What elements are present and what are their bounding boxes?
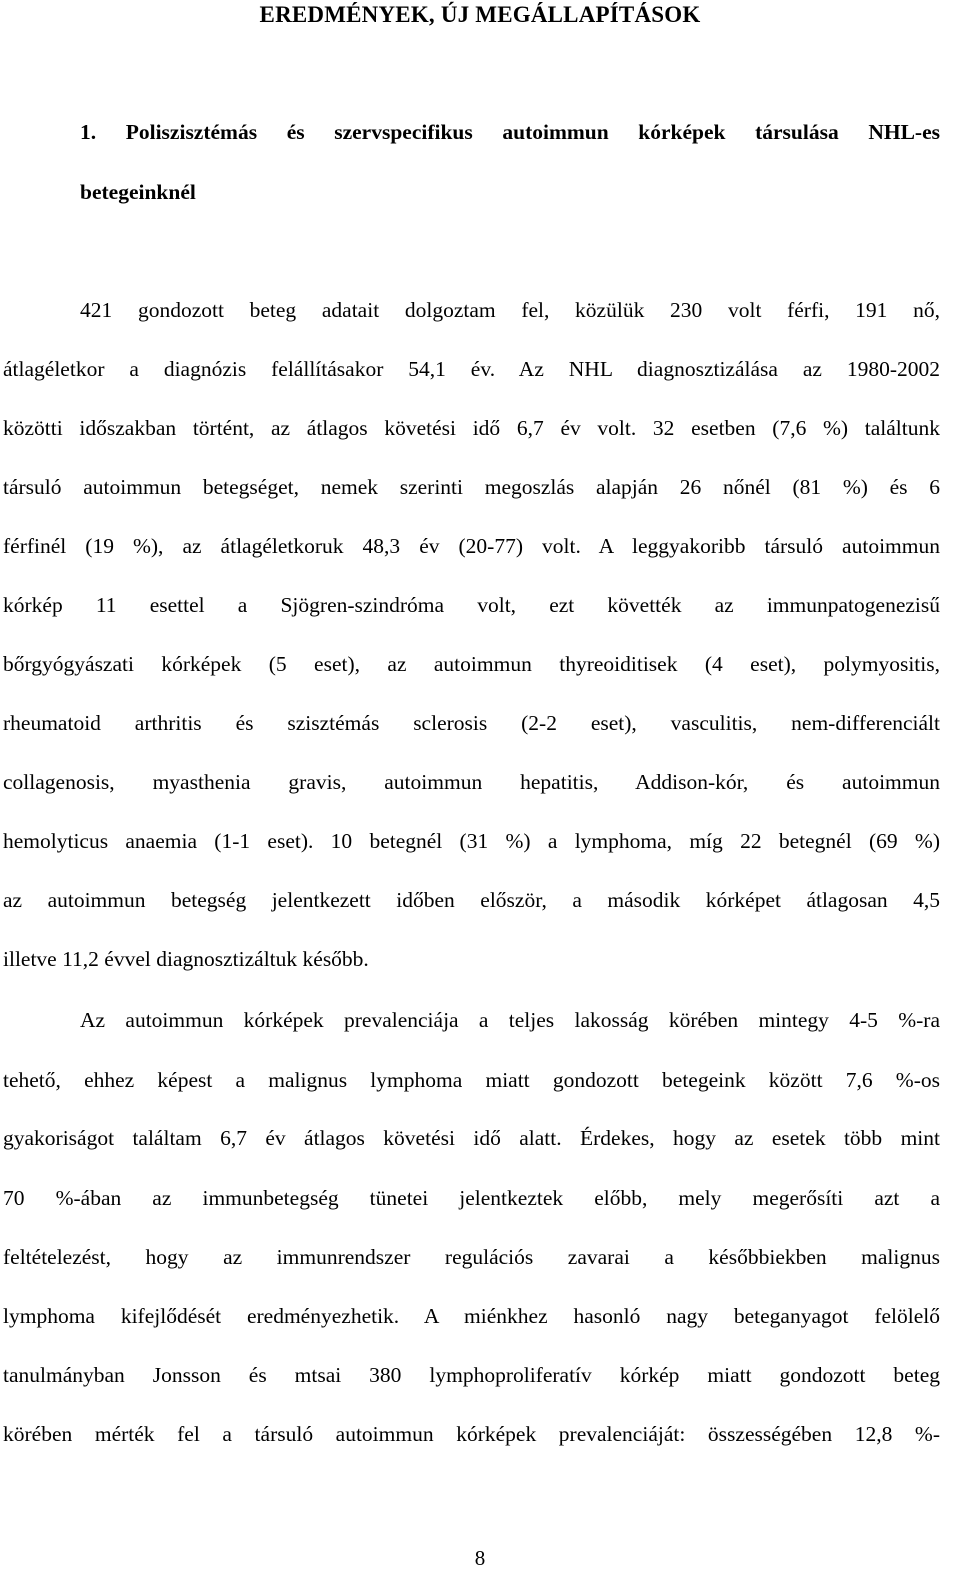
- paragraph-line: 70 %-ában az immunbetegség tünetei jelentkeztek előbb, mely megerősíti azt a: [3, 1186, 940, 1210]
- paragraph-line: tehető, ehhez képest a malignus lymphoma miatt gondozott betegeink között 7,6 %-os: [3, 1068, 940, 1092]
- paragraph-line: kórkép 11 esettel a Sjögren-szindróma volt, ezt követték az immunpatogenezisű: [3, 593, 940, 617]
- paragraph-line: collagenosis, myasthenia gravis, autoimmun hepatitis, Addison-kór, és autoimmun: [3, 770, 940, 794]
- paragraph-line: illetve 11,2 évvel diagnosztizáltuk később.: [3, 947, 369, 971]
- paragraph-line: gyakoriságot találtam 6,7 év átlagos követési idő alatt. Érdekes, hogy az esetek több mint: [3, 1126, 940, 1150]
- paragraph-line: rheumatoid arthritis és szisztémás sclerosis (2-2 eset), vasculitis, nem-differenciált: [3, 711, 940, 735]
- page-title: EREDMÉNYEK, ÚJ MEGÁLLAPÍTÁSOK: [259, 2, 701, 27]
- page-number: 8: [474, 1546, 486, 1570]
- paragraph-line: lymphoma kifejlődését eredményezhetik. A miénkhez hasonló nagy beteganyagot felölelő: [3, 1304, 940, 1328]
- paragraph-line: közötti időszakban történt, az átlagos követési idő 6,7 év volt. 32 esetben (7,6 %) találtunk: [3, 416, 940, 440]
- paragraph-line: Az autoimmun kórképek prevalenciája a teljes lakosság körében mintegy 4-5 %-ra: [80, 1008, 940, 1032]
- paragraph-line: tanulmányban Jonsson és mtsai 380 lymphoproliferatív kórkép miatt gondozott beteg: [3, 1363, 940, 1387]
- paragraph-line: 421 gondozott beteg adatait dolgoztam fel, közülük 230 volt férfi, 191 nő,: [80, 298, 940, 322]
- paragraph-line: hemolyticus anaemia (1-1 eset). 10 betegnél (31 %) a lymphoma, míg 22 betegnél (69 %): [3, 829, 940, 853]
- paragraph-line: bőrgyógyászati kórképek (5 eset), az autoimmun thyreoiditisek (4 eset), polymyositis,: [3, 652, 940, 676]
- paragraph-line: feltételezést, hogy az immunrendszer regulációs zavarai a későbbiekben malignus: [3, 1245, 940, 1269]
- paragraph-line: átlagéletkor a diagnózis felállításakor 54,1 év. Az NHL diagnosztizálása az 1980-2002: [3, 357, 940, 381]
- section-heading-line: 1. Poliszisztémás és szervspecifikus autoimmun kórképek társulása NHL-es: [80, 120, 940, 144]
- paragraph-line: az autoimmun betegség jelentkezett időben először, a második kórképet átlagosan 4,5: [3, 888, 940, 912]
- paragraph-line: társuló autoimmun betegséget, nemek szerinti megoszlás alapján 26 nőnél (81 %) és 6: [3, 475, 940, 499]
- paragraph-line: férfinél (19 %), az átlagéletkoruk 48,3 év (20-77) volt. A leggyakoribb társuló autoimmun: [3, 534, 940, 558]
- section-heading-line: betegeinknél: [80, 180, 196, 204]
- paragraph-line: körében mérték fel a társuló autoimmun kórképek prevalenciáját: összességében 12,8 %-: [3, 1422, 940, 1446]
